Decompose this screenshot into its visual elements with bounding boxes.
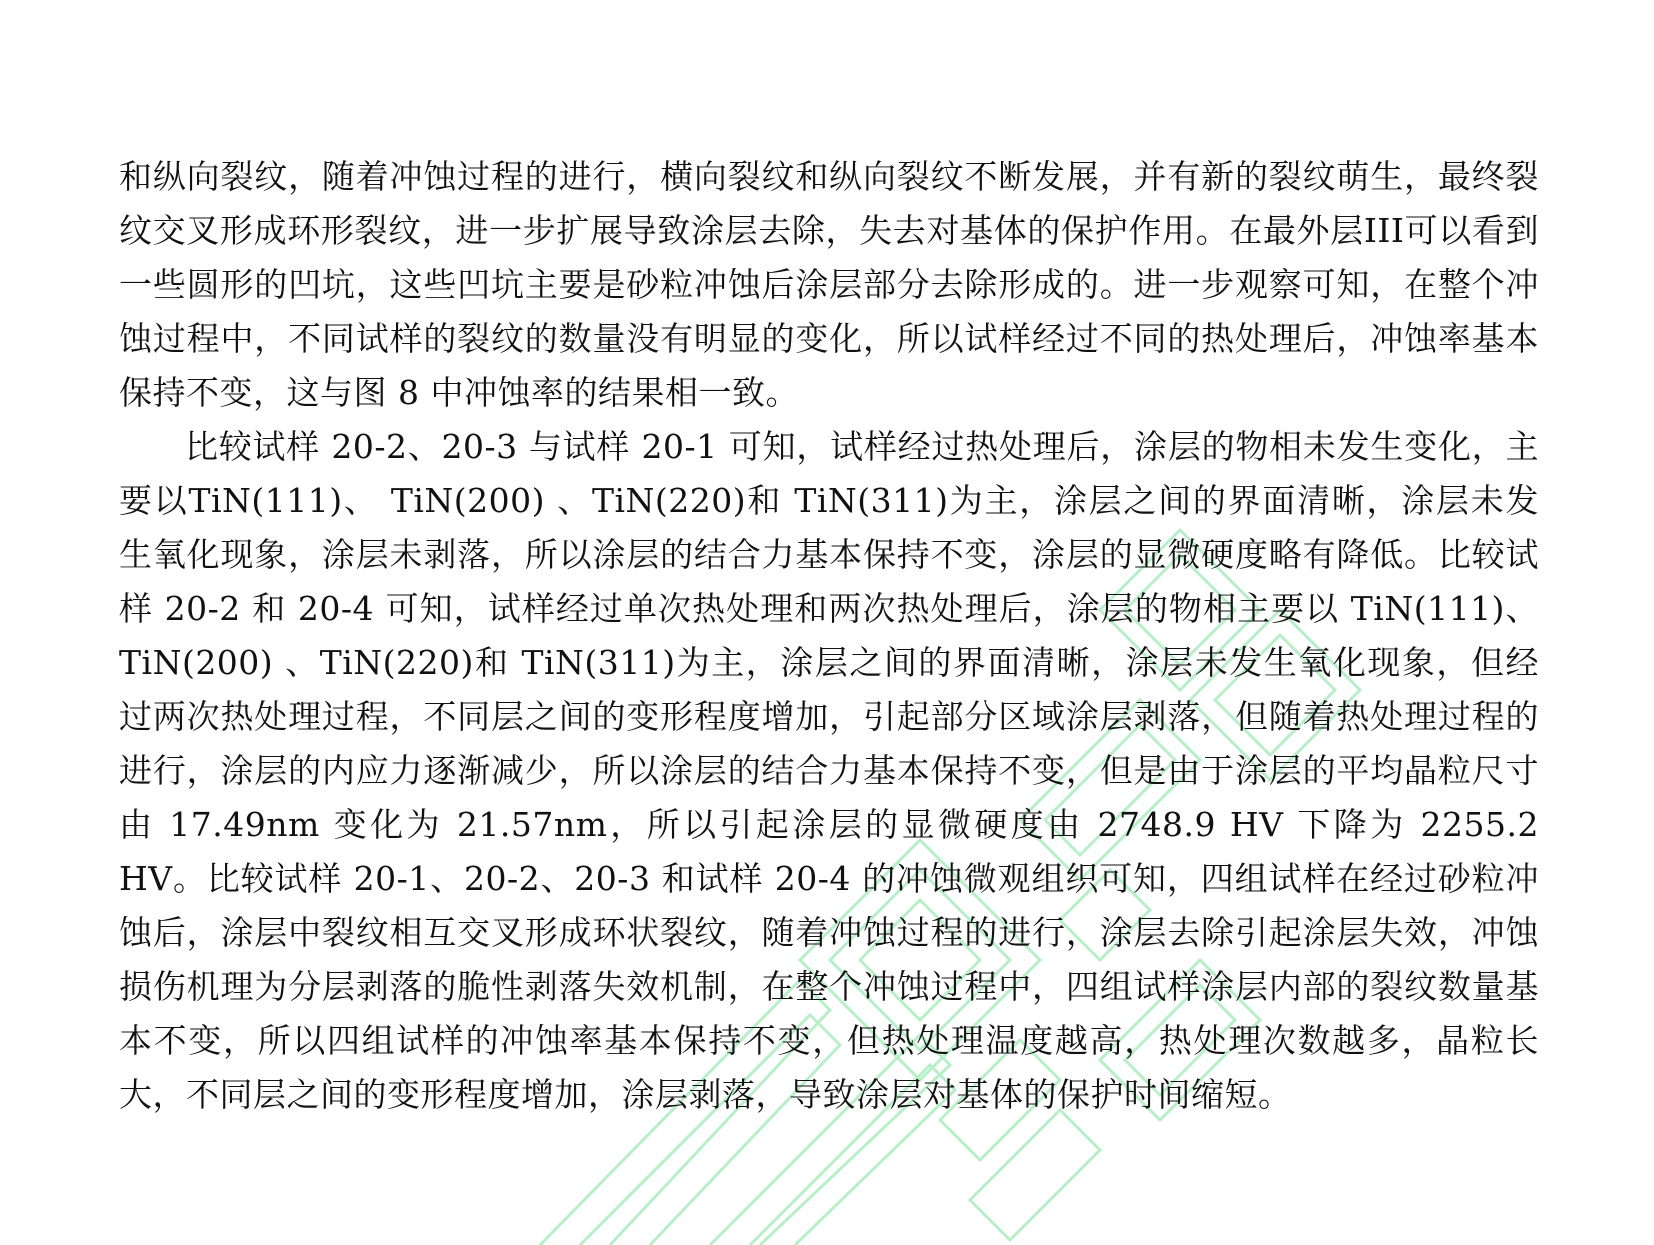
paragraph-2: 比较试样 20-2、20-3 与试样 20-1 可知，试样经过热处理后，涂层的物相未发生变化，主要以TiN(111)、 TiN(200) 、TiN(220)和 TiN(311)为主，涂层之间的界面清晰，涂层未发生氧化现象，涂层未剥落，所以涂层的结合力基本保持不变，涂层的显微硬度略有降低。比较试样 20-2 和 20-4 可知，试样经过单次热处理和两次热处理后，涂层的物相主要以 TiN(111)、 TiN(200) 、TiN(220)和 TiN(311)为主，涂层之间的界面清晰，涂层未发生氧化现象，但经过两次热处理过程，不同层之间的变形程度增加，引起部分区域涂层剥落，但随着热处理过程的进行，涂层的内应力逐渐减少，所以涂层的结合力基本保持不变，但是由于涂层的平均晶粒尺寸由 17.49nm 变化为 21.57nm，所以引起涂层的显微硬度由 2748.9 HV 下降为 2255.2 HV。比较试样 20-1、20-2、20-3 和试样 20-4 的冲蚀微观组织可知，四组试样在经过砂粒冲蚀后，涂层中裂纹相互交叉形成环状裂纹，随着冲蚀过程的进行，涂层去除引起涂层失效，冲蚀损伤机理为分层剥落的脆性剥落失效机制，在整个冲蚀过程中，四组试样涂层内部的裂纹数量基本不变，所以四组试样的冲蚀率基本保持不变，但热处理温度越高，热处理次数越多，晶粒长大，不同层之间的变形程度增加，涂层剥落，导致涂层对基体的保护时间缩短。 [119, 427, 1539, 1114]
paragraph-1: 和纵向裂纹，随着冲蚀过程的进行，横向裂纹和纵向裂纹不断发展，并有新的裂纹萌生，最终裂纹交叉形成环形裂纹，进一步扩展导致涂层去除，失去对基体的保护作用。在最外层III可以看到一些圆形的凹坑，这些凹坑主要是砂粒冲蚀后涂层部分去除形成的。进一步观察可知，在整个冲蚀过程中，不同试样的裂纹的数量没有明显的变化，所以试样经过不同的热处理后，冲蚀率基本保持不变，这与图 8 中冲蚀率的结果相一致。 [119, 157, 1539, 412]
body-text [119, 150, 1539, 1122]
